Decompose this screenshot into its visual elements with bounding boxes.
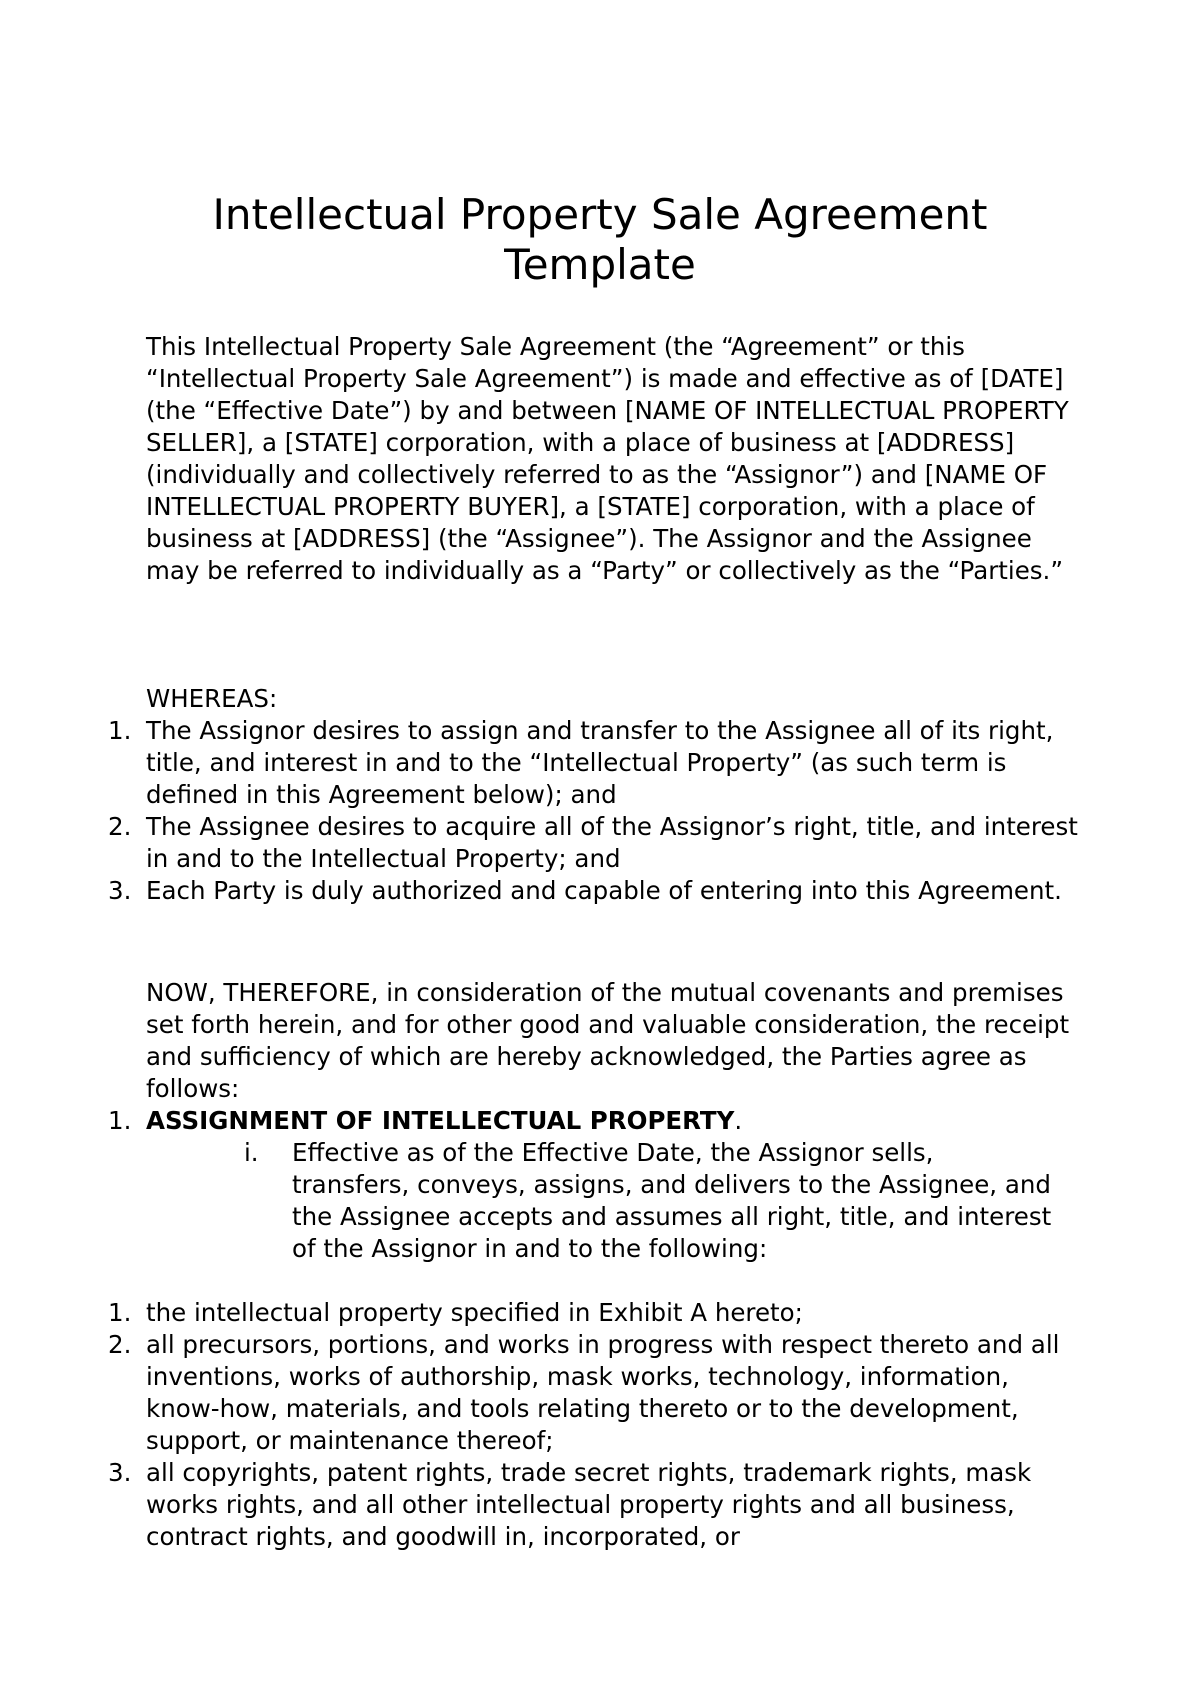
document-title-line-2: Template bbox=[504, 240, 696, 289]
list-number: 1. bbox=[108, 716, 132, 745]
sub-clause-item bbox=[232, 1137, 1052, 1265]
whereas-list bbox=[108, 715, 1078, 907]
asset-item bbox=[108, 1329, 1078, 1457]
section-heading-text: ASSIGNMENT OF INTELLECTUAL PROPERTY bbox=[146, 1106, 735, 1135]
whereas-item-text: Each Party is duly authorized and capable of entering into this Agreement. bbox=[146, 876, 1062, 905]
document-title bbox=[150, 190, 1050, 290]
sub-clause-text: Effective as of the Effective Date, the Assignor sells, transfers, conveys, assigns, and delivers to the Assignee, and the Assignee accepts and assumes all right, title, and interest of the Assignor in and to the following: bbox=[292, 1138, 1052, 1263]
intro-paragraph: This Intellectual Property Sale Agreement (the “Agreement” or this “Intellectual Property Sale Agreement”) is made and effective as of [DATE] (the “Effective Date”) by and between [NAME OF INTELLECTUAL PROPERTY SELLER], a [STATE] corporation, with a place of business at [ADDRESS] (individually and collectively referred to as the “Assignor”) and [NAME OF INTELLECTUAL PROPERTY BUYER], a [STATE] corporation, with a place of business at [ADDRESS] (the “Assignee”). The Assignor and the Assignee may be referred to individually as a “Party” or collectively as the “Parties.” bbox=[146, 332, 1069, 585]
list-number: 1. bbox=[108, 1298, 132, 1327]
document-title-line-1: Intellectual Property Sale Agreement bbox=[212, 190, 988, 239]
whereas-item-text: The Assignor desires to assign and transfer to the Assignee all of its right, title, and interest in and to the “Intellectual Property” (as such term is defined in this Agreement below); and bbox=[146, 716, 1054, 809]
section-heading bbox=[108, 1105, 1078, 1137]
asset-item bbox=[108, 1297, 1078, 1329]
list-number: 2. bbox=[108, 812, 132, 841]
list-number: i. bbox=[244, 1138, 259, 1167]
list-number: 2. bbox=[108, 1330, 132, 1359]
asset-item-text: all copyrights, patent rights, trade secret rights, trademark rights, mask works rights, and all other intellectual property rights and all business, contract rights, and goodwill in, incorporated, or bbox=[146, 1458, 1032, 1551]
asset-item-text: all precursors, portions, and works in progress with respect thereto and all inventions, works of authorship, mask works, technology, information, know-how, materials, and tools relating thereto or to the development, support, or maintenance thereof; bbox=[146, 1330, 1060, 1455]
whereas-item-text: The Assignee desires to acquire all of the Assignor’s right, title, and interest in and to the Intellectual Property; and bbox=[146, 812, 1078, 873]
whereas-item bbox=[108, 715, 1078, 811]
whereas-item bbox=[108, 875, 1078, 907]
whereas-item bbox=[108, 811, 1078, 875]
sub-clause-list bbox=[232, 1137, 1052, 1265]
now-therefore-paragraph: NOW, THEREFORE, in consideration of the mutual covenants and premises set forth herein, and for other good and valuable consideration, the receipt and sufficiency of which are hereby acknowledged, the Parties agree as follows: bbox=[146, 978, 1070, 1103]
asset-list bbox=[108, 1297, 1078, 1553]
asset-item-text: the intellectual property specified in Exhibit A hereto; bbox=[146, 1298, 803, 1327]
list-number: 3. bbox=[108, 1458, 132, 1487]
list-number: 3. bbox=[108, 876, 132, 905]
section-heading-suffix: . bbox=[734, 1106, 743, 1135]
list-number: 1. bbox=[108, 1106, 132, 1135]
whereas-label: WHEREAS: bbox=[146, 684, 278, 713]
asset-item bbox=[108, 1457, 1078, 1553]
section-list bbox=[108, 1105, 1078, 1137]
